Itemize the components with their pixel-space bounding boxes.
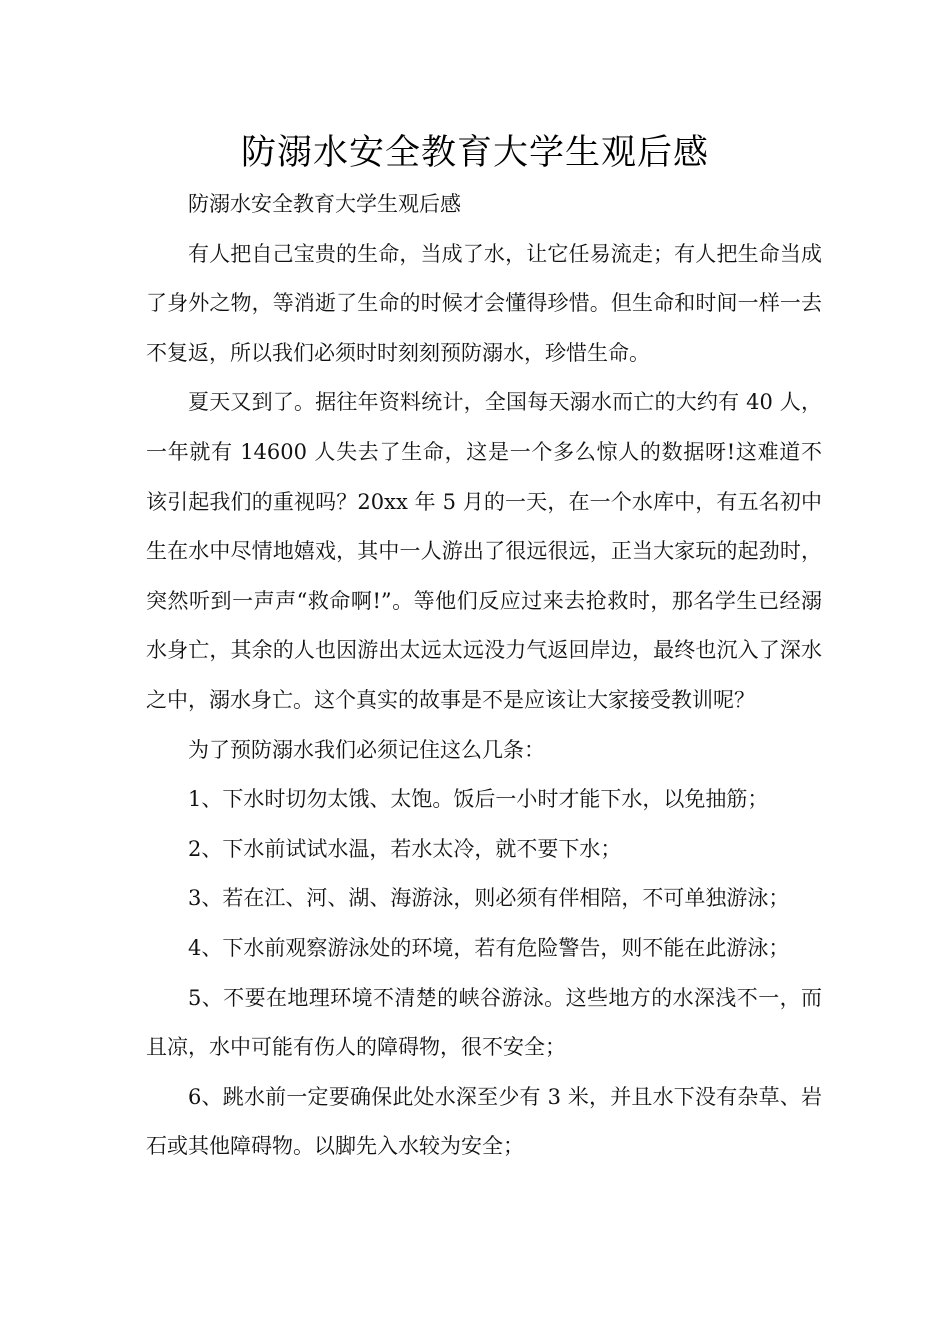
document-title: 防溺水安全教育大学生观后感: [240, 133, 709, 173]
rule-item-4: 4、下水前观察游泳处的环境，若有危险警告，则不能在此游泳；: [188, 935, 790, 960]
subtitle-paragraph: 防溺水安全教育大学生观后感: [188, 192, 461, 216]
rule-item-1: 1、下水时切勿太饿、太饱。饭后一小时才能下水，以免抽筋；: [188, 787, 769, 812]
rule-item-2: 2、下水前试试水温，若水太冷，就不要下水；: [188, 836, 622, 861]
rule-item-5: 5、不要在地理环境不清楚的峡谷游泳。这些地方的水深浅不一，而且凉，水中可能有伤人的障碍物，很不安全；: [146, 985, 822, 1060]
rules-intro-paragraph: 为了预防溺水我们必须记住这么几条：: [188, 737, 545, 762]
rule-item-3: 3、若在江、河、湖、海游泳，则必须有伴相陪，不可单独游泳；: [188, 886, 790, 911]
intro-paragraph: 有人把自己宝贵的生命，当成了水，让它任易流走；有人把生命当成了身外之物，等消逝了生命的时候才会懂得珍惜。但生命和时间一样一去不复返，所以我们必须时时刻刻预防溺水，珍惜生命。: [146, 241, 822, 365]
story-paragraph: 夏天又到了。据往年资料统计，全国每天溺水而亡的大约有 40 人，一年就有 14600 人失去了生命，这是一个多么惊人的数据呀!这难道不该引起我们的重视吗？20xx 年 5 月的一天，在一个水库中，有五名初中生在水中尽情地嬉戏，其中一人游出了很远很远，正当大家玩的起劲时，突然听到一声声“救命啊!”。等他们反应过来去抢救时，那名学生已经溺水身亡，其余的人也因游出太远太远没力气返回岸边，最终也沉入了深水之中，溺水身亡。这个真实的故事是不是应该让大家接受教训呢？: [146, 390, 822, 712]
document-body: [146, 180, 822, 1172]
rule-item-6: 6、跳水前一定要确保此处水深至少有 3 米，并且水下没有杂草、岩石或其他障碍物。以脚先入水较为安全；: [146, 1084, 822, 1159]
